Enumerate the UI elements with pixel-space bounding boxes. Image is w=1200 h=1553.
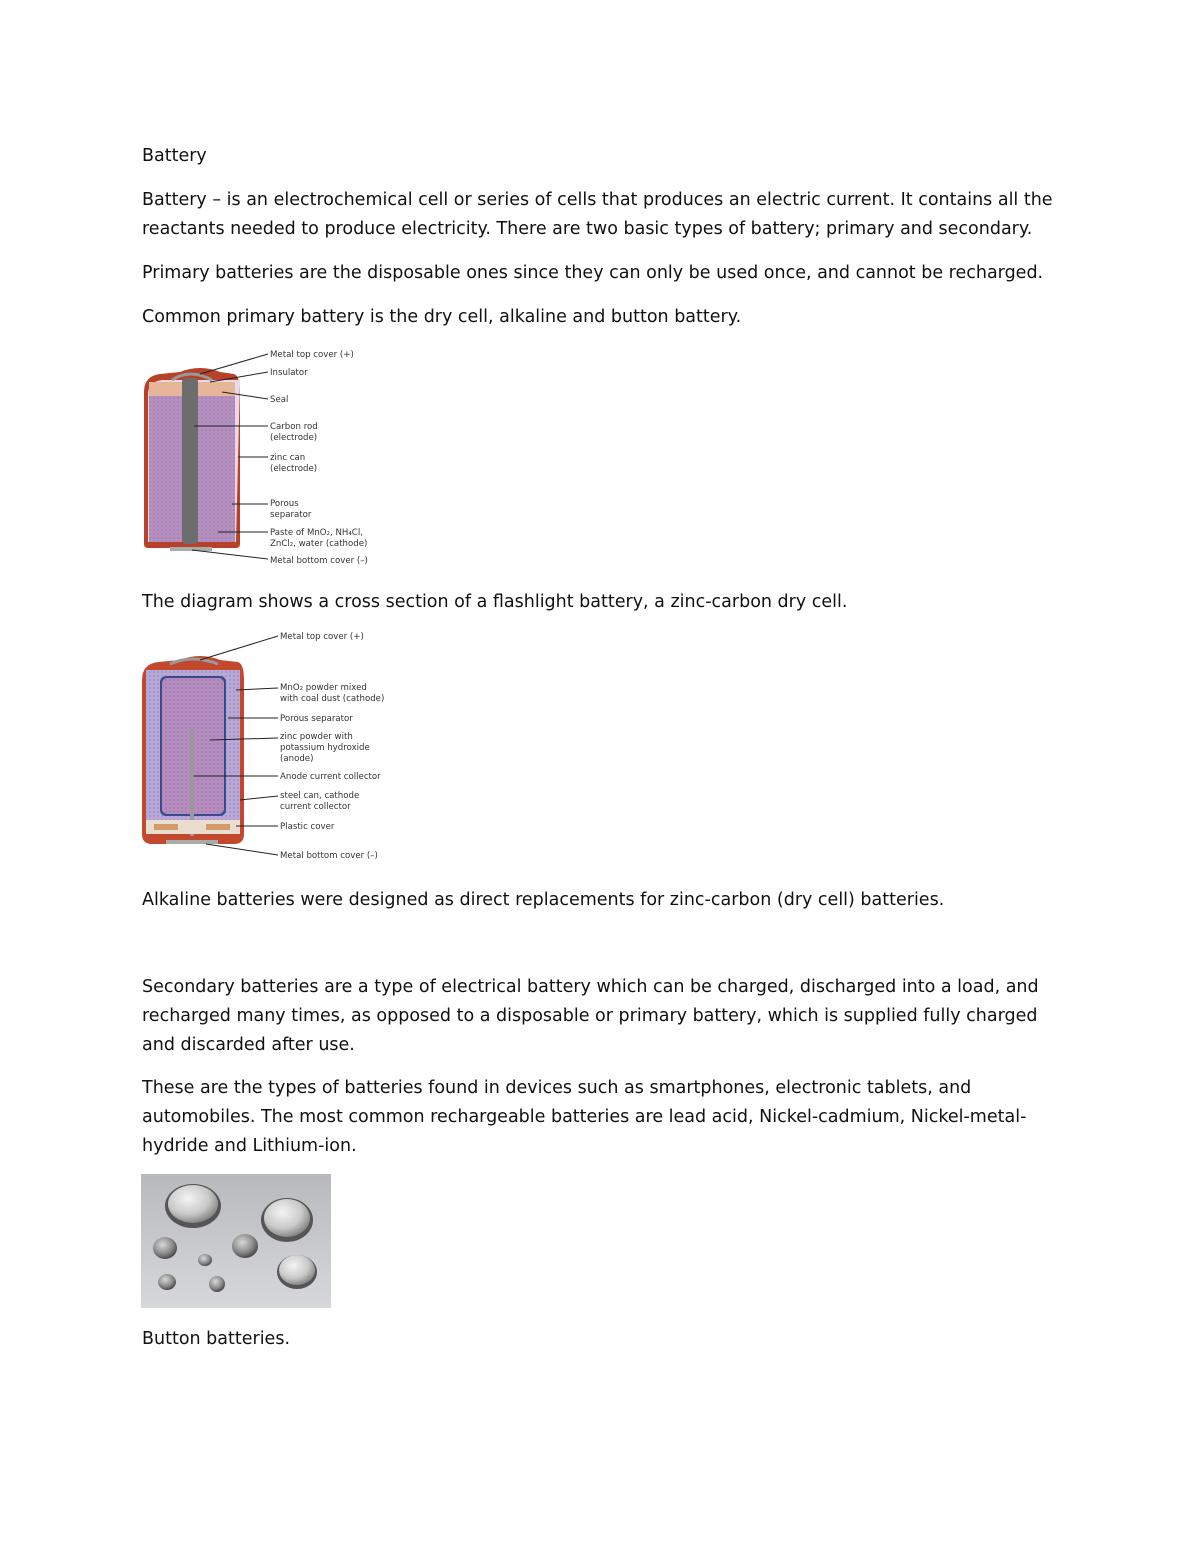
label-steel-can-sub: current collector <box>280 802 351 812</box>
label-mno2: MnO₂ powder mixed <box>280 683 367 693</box>
anode-current-collector <box>190 728 194 836</box>
label-paste-sub: ZnCl₂, water (cathode) <box>270 539 368 549</box>
label-separator: separator <box>270 510 312 520</box>
paragraph-common-primary: Common primary battery is the dry cell, alkaline and button battery. <box>142 307 742 327</box>
label-porous: Porous <box>270 499 299 509</box>
label-paste: Paste of MnO₂, NH₄Cl, <box>270 528 363 538</box>
caption-button-batteries: Button batteries. <box>142 1329 291 1349</box>
paragraph-primary-batteries: Primary batteries are the disposable ones since they can only be used once, and cannot be recharged. <box>142 263 1044 283</box>
paragraph-alkaline: Alkaline batteries were designed as direct replacements for zinc-carbon (dry cell) batteries. <box>142 890 945 910</box>
label-carbon-rod-sub: (electrode) <box>270 433 318 443</box>
label-porous-separator: Porous separator <box>280 714 353 724</box>
alkaline-cell-diagram <box>140 630 385 862</box>
label-metal-bottom-cover: Metal bottom cover (–) <box>270 556 368 566</box>
label-metal-top-cover: Metal top cover (+) <box>270 350 354 360</box>
document-title: Battery <box>142 146 207 166</box>
label-carbon-rod: Carbon rod <box>270 422 318 432</box>
label-metal-top-cover: Metal top cover (+) <box>280 632 364 642</box>
label-zinc-powder-sub: potassium hydroxide <box>280 743 370 753</box>
paragraph-battery-definition: Battery – is an electrochemical cell or series of cells that produces an electric current. It contains all the reactants needed to produce electricity. There are two basic types of battery; primary and secondary. <box>142 190 1053 239</box>
label-zinc-can: zinc can <box>270 453 306 463</box>
metal-bottom-cover <box>166 840 218 844</box>
label-mno2-sub: with coal dust (cathode) <box>280 694 385 704</box>
metal-bottom-cover <box>170 547 212 551</box>
label-zinc-can-sub: (electrode) <box>270 464 318 474</box>
label-anode-current-collector: Anode current collector <box>280 772 381 782</box>
paragraph-secondary-batteries: Secondary batteries are a type of electrical battery which can be charged, discharged into a load, and recharged many times, as opposed to a disposable or primary battery, which is supplied fully charged and discarded after use. <box>142 977 1039 1055</box>
caption-dry-cell: The diagram shows a cross section of a flashlight battery, a zinc-carbon dry cell. <box>142 592 848 612</box>
label-zinc-powder: zinc powder with <box>280 732 353 742</box>
button-batteries-photo <box>141 1174 331 1308</box>
label-steel-can: steel can, cathode <box>280 791 360 801</box>
label-seal: Seal <box>270 395 289 405</box>
label-insulator: Insulator <box>270 368 308 378</box>
label-plastic-cover: Plastic cover <box>280 822 335 832</box>
carbon-rod <box>182 378 198 544</box>
label-metal-bottom-cover: Metal bottom cover (–) <box>280 851 378 861</box>
label-anode: (anode) <box>280 754 314 764</box>
dry-cell-diagram <box>140 344 370 572</box>
paragraph-rechargeable-types: These are the types of batteries found in devices such as smartphones, electronic tablets, and automobiles. The most common rechargeable batteries are lead acid, Nickel-cadmium, Nickel-metal-hydride and Lithium-ion. <box>142 1078 1027 1156</box>
